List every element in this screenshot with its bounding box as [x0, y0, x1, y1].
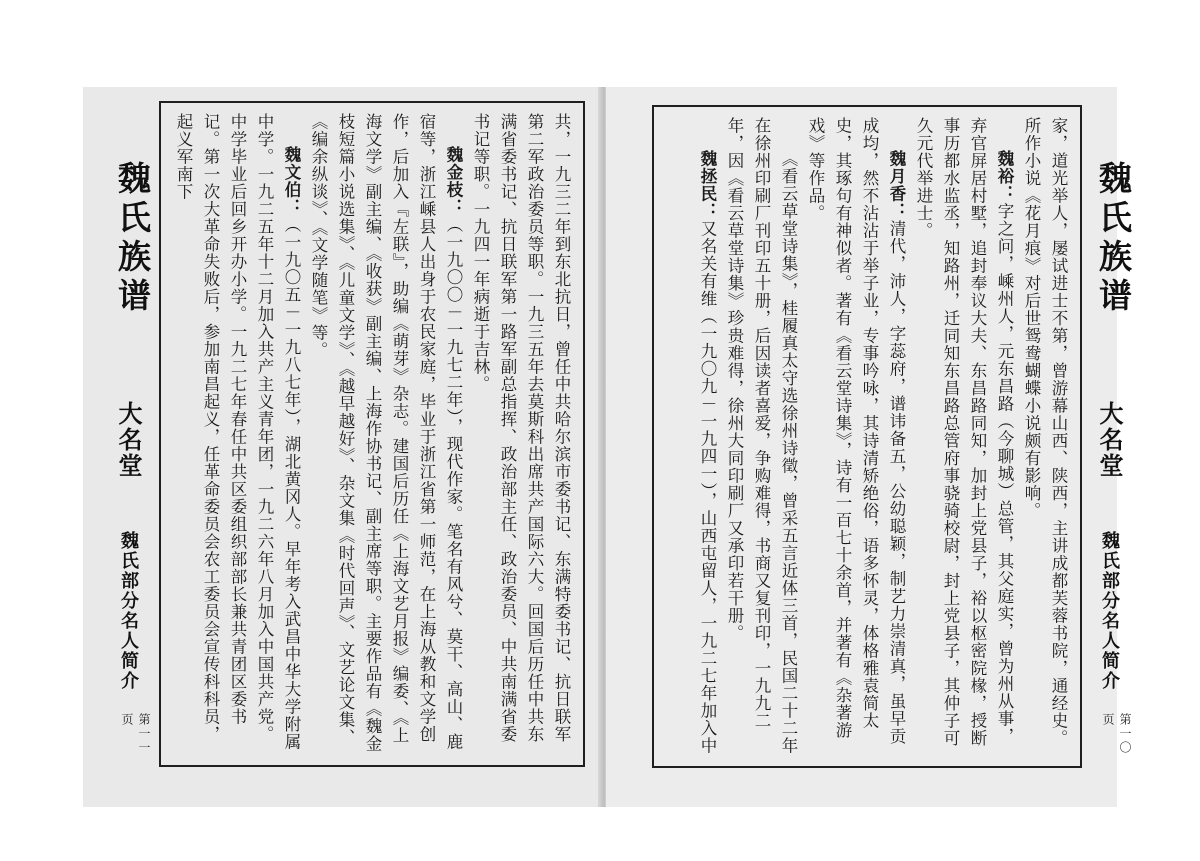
- entry-name: 魏文伯：: [282, 146, 301, 216]
- page-number: 第一一页: [120, 713, 151, 755]
- entry-text: 《看云草堂诗集》，桂履真太守选徐州诗徵，曾采五言近体三首，民国二十二年在徐州印刷厂刊印五十册，后因读者喜爱，争购难得，书商又复刊印，一九九二年，因《看云草堂诗集》珍贵难得，徐州大同印刷厂又承印若干册。: [725, 117, 798, 755]
- left-side-column: [105, 101, 153, 767]
- entry-paragraph: [467, 113, 575, 755]
- right-body-text: [662, 117, 1072, 756]
- entry-text: （一九〇〇－一九七二年），现代作家。笔名有风兮、莫干、高山、鹿宿等，浙江嵊县人出身于农民家庭，毕业于浙江省第一师范，在上海从教和文学创作，后加入『左联』，助编《萌芽》杂志。建国后历任《上海文艺月报》编委、《上海文学》副主编、《收获》副主编、上海作协书记、副主席等职。主要作品有《魏金枝短篇小说选集》、《儿童文学》、《越早越好》、杂文集《时代回声》、文艺论文集、《编余纵谈》、《文学随笔》等。: [309, 113, 463, 753]
- entry-name: 魏月香：: [887, 150, 906, 220]
- section-title: 魏氏部分名人简介: [118, 531, 139, 691]
- page-number: 第一〇页: [1101, 713, 1132, 755]
- right-page: [606, 87, 1133, 807]
- hall-name: 大名堂: [1095, 401, 1123, 479]
- entry-text: 字之问，嵊州人，元东昌路（今聊城）总管，其父庭实，曾为州从事，弃官屏居村墅，追封奉议大夫、东昌路同知，加封上党县子，裕以枢密院椽，授断事历都水监丞，知路州，迁同知东昌路总管府事骁骑校尉，封上党县子，其仲子可久元代举进士。: [914, 117, 1014, 747]
- entry-paragraph: [802, 117, 910, 756]
- entry-text: 清代，沛人，字蕊府，谱讳备五，公幼聪颖，制艺力崇清真，虽早贡成均，然不沾沾于举子业，专事吟咏，其诗清矫绝俗，语多怀灵，体格雅袁简太史，其琢句有神似者。著有《看云堂诗集》，诗有一百七十余首，并著有《杂著游戏》等作品。: [806, 117, 906, 745]
- entry-text: 共，一九三二年到东北抗日，曾任中共哈尔滨市委书记、东满特委书记、抗日联军第二军政治委员等职。一九三五年去莫斯科出席共产国际六大。回国后历任中共东满省委书记、抗日联军第一路军副总指挥、政治部主任、政治委员、中共南满省委书记等职。一九四一年病逝于吉林。: [471, 113, 571, 743]
- entry-name: 魏拯民：: [698, 150, 717, 220]
- left-body-text: [169, 113, 575, 755]
- entry-name: 魏金枝：: [444, 146, 463, 216]
- entry-text: （一九〇五－一九八七年），湖北黄冈人。早年考入武昌中华大学附属中学。一九二五年十二月加入共产主义青年团，一九二六年八月加入中国共产党。中学毕业后回乡开办小学。一九二七年春任中共区委组织部部长兼共青团区委书记。第一次大革命失败后，参加南昌起义，任革命委员会农工委员会宣传科科员，起义军南下: [174, 113, 301, 751]
- left-page: [83, 87, 603, 807]
- entry-paragraph: [721, 117, 802, 756]
- right-side-column: [1086, 101, 1134, 767]
- section-title: 魏氏部分名人简介: [1099, 531, 1120, 691]
- left-text-frame: [159, 101, 585, 767]
- entry-text: 又名关有维（一九〇九－一九四一），山西屯留人，一九二七年加入中: [698, 220, 717, 755]
- entry-paragraph: [910, 117, 1018, 756]
- book-title: 魏氏族谱: [113, 161, 152, 317]
- entry-paragraph: [170, 113, 305, 755]
- entry-paragraph: [694, 117, 721, 756]
- entry-name: 魏裕：: [995, 150, 1014, 203]
- book-title: 魏氏族谱: [1094, 161, 1133, 317]
- entry-paragraph: [305, 113, 467, 755]
- hall-name: 大名堂: [114, 401, 142, 479]
- entry-text: 家，道光举人，屡试进士不第，曾游幕山西、陕西，主讲成都芙蓉书院，通经史。所作小说《花月痕》对后世鸳鸯蝴蝶小说颇有影响。: [1022, 117, 1068, 747]
- right-text-frame: [652, 105, 1082, 768]
- entry-paragraph: [1018, 117, 1072, 756]
- book-spread: [83, 87, 1133, 807]
